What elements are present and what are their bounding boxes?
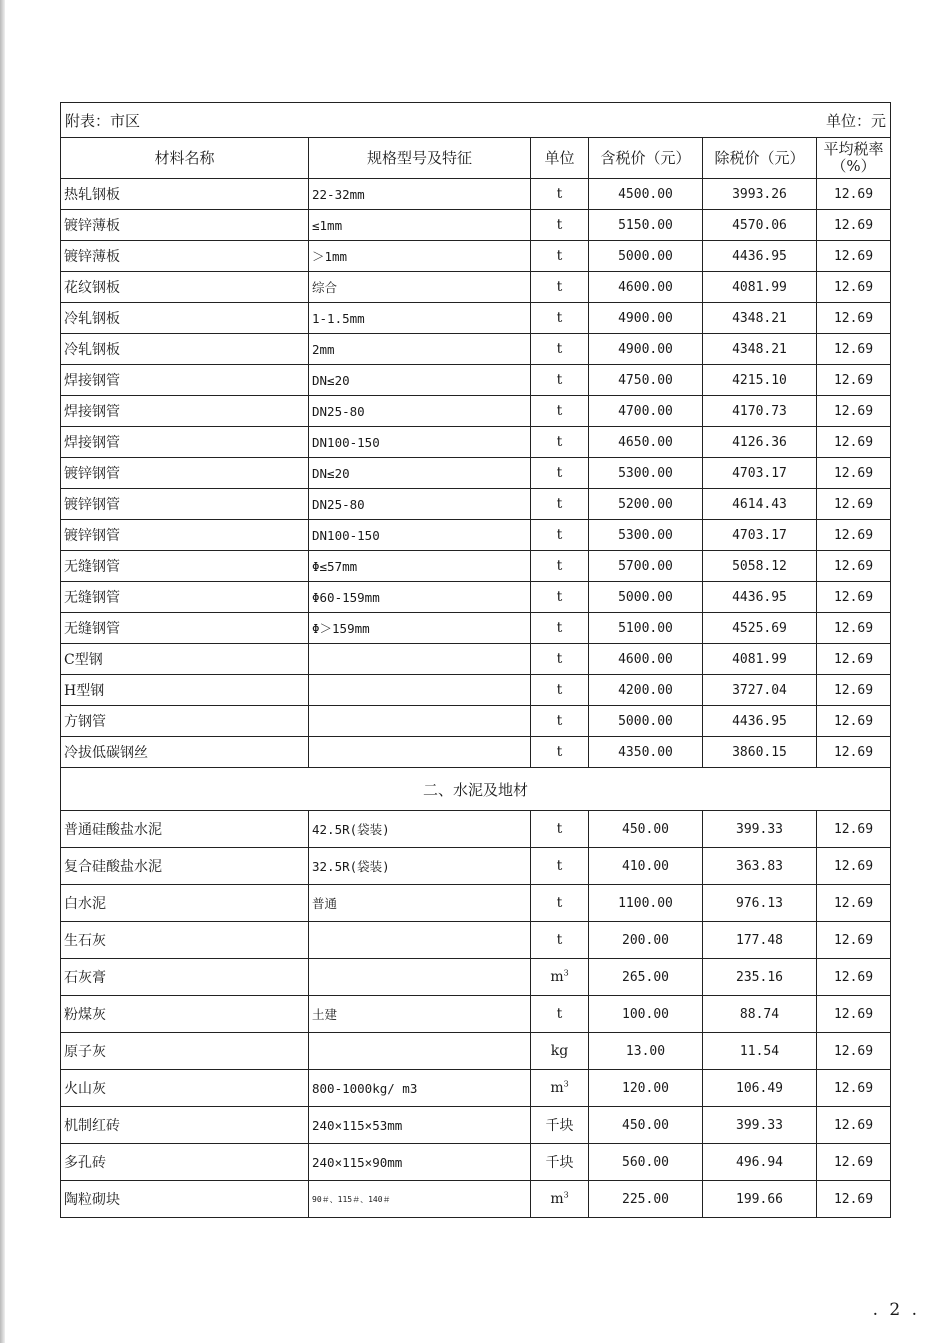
material-unit [531,520,589,551]
price-without-tax: 363.83 [703,848,817,885]
material-unit [531,1107,589,1144]
average-tax-rate: 12.69 [817,1144,891,1181]
table-row [61,365,891,396]
unit-text: t [556,713,563,729]
price-without-tax: 5058.12 [703,551,817,582]
price-without-tax: 4170.73 [703,396,817,427]
table-row [61,427,891,458]
price-without-tax: 4525.69 [703,613,817,644]
material-spec [309,1033,531,1070]
material-spec [309,706,531,737]
price-without-tax: 3993.26 [703,179,817,210]
average-tax-rate: 12.69 [817,179,891,210]
price-with-tax: 5000.00 [589,241,703,272]
material-spec [309,675,531,706]
average-tax-rate: 12.69 [817,551,891,582]
unit-text: t [556,403,563,419]
material-name: 焊接钢管 [61,396,309,427]
material-name: 镀锌薄板 [61,241,309,272]
material-unit [531,272,589,303]
material-spec [309,644,531,675]
average-tax-rate: 12.69 [817,811,891,848]
average-tax-rate: 12.69 [817,365,891,396]
table-row [61,582,891,613]
price-with-tax: 120.00 [589,1070,703,1107]
price-with-tax: 4650.00 [589,427,703,458]
material-spec: DN25-80 [309,489,531,520]
price-without-tax: 399.33 [703,811,817,848]
material-unit [531,706,589,737]
material-spec: Φ＞159mm [309,613,531,644]
average-tax-rate: 12.69 [817,427,891,458]
price-with-tax: 225.00 [589,1181,703,1218]
material-unit [531,1070,589,1107]
price-table [60,102,891,1218]
unit-text: t [556,589,563,605]
table-row [61,1107,891,1144]
unit-text: t [556,558,563,574]
table-row [61,179,891,210]
material-unit [531,241,589,272]
material-name: 多孔砖 [61,1144,309,1181]
material-unit [531,396,589,427]
table-row [61,885,891,922]
unit-text: kg [550,1043,569,1059]
table-row [61,1144,891,1181]
price-without-tax: 976.13 [703,885,817,922]
material-name: 陶粒砌块 [61,1181,309,1218]
price-with-tax: 265.00 [589,959,703,996]
unit-text: t [556,1006,563,1022]
price-without-tax: 4348.21 [703,334,817,365]
unit-text: t [556,310,563,326]
material-unit [531,613,589,644]
material-name: 热轧钢板 [61,179,309,210]
material-spec: Φ60-159mm [309,582,531,613]
material-unit [531,996,589,1033]
unit-text: m [550,1080,564,1096]
unit-text: t [556,372,563,388]
price-without-tax: 4126.36 [703,427,817,458]
average-tax-rate: 12.69 [817,489,891,520]
average-tax-rate: 12.69 [817,520,891,551]
average-tax-rate: 12.69 [817,885,891,922]
price-with-tax: 100.00 [589,996,703,1033]
header-rate-line1: 平均税率 [823,140,884,158]
unit-text: t [556,527,563,543]
unit-text: m [550,1191,564,1207]
material-name: 焊接钢管 [61,365,309,396]
material-spec: 42.5R(袋装) [309,811,531,848]
unit-text: t [556,932,563,948]
material-spec: 普通 [309,885,531,922]
material-spec: DN25-80 [309,396,531,427]
material-unit [531,179,589,210]
material-name: 生石灰 [61,922,309,959]
price-without-tax: 4614.43 [703,489,817,520]
price-without-tax: 4081.99 [703,644,817,675]
average-tax-rate: 12.69 [817,210,891,241]
price-with-tax: 4750.00 [589,365,703,396]
unit-text: t [556,821,563,837]
material-spec [309,959,531,996]
unit-text: t [556,434,563,450]
header-row [61,138,891,179]
header-price-tax: 含税价（元） [589,138,703,179]
table-row [61,334,891,365]
header-rate-line2: （%） [831,157,876,175]
material-spec: Φ≤57mm [309,551,531,582]
price-without-tax: 4436.95 [703,706,817,737]
average-tax-rate: 12.69 [817,675,891,706]
table-row [61,241,891,272]
unit-text: t [556,858,563,874]
price-without-tax: 4703.17 [703,520,817,551]
material-name: 花纹钢板 [61,272,309,303]
unit-superscript: 3 [563,1079,569,1089]
material-unit [531,458,589,489]
material-spec: DN100-150 [309,520,531,551]
price-with-tax: 4900.00 [589,303,703,334]
price-with-tax: 4200.00 [589,675,703,706]
price-without-tax: 88.74 [703,996,817,1033]
material-name: 方钢管 [61,706,309,737]
table-row [61,996,891,1033]
material-spec: 22-32mm [309,179,531,210]
average-tax-rate: 12.69 [817,582,891,613]
material-unit [531,551,589,582]
price-without-tax: 3727.04 [703,675,817,706]
price-without-tax: 4436.95 [703,582,817,613]
average-tax-rate: 12.69 [817,1033,891,1070]
average-tax-rate: 12.69 [817,396,891,427]
average-tax-rate: 12.69 [817,1181,891,1218]
material-name: 粉煤灰 [61,996,309,1033]
average-tax-rate: 12.69 [817,1107,891,1144]
section-row [61,768,891,811]
table-row [61,1181,891,1218]
table-row [61,848,891,885]
material-name: 无缝钢管 [61,613,309,644]
price-without-tax: 4570.06 [703,210,817,241]
material-unit [531,644,589,675]
table-row [61,458,891,489]
table-row [61,489,891,520]
unit-text: t [556,744,563,760]
material-name: 复合硅酸盐水泥 [61,848,309,885]
material-name: 石灰膏 [61,959,309,996]
average-tax-rate: 12.69 [817,458,891,489]
average-tax-rate: 12.69 [817,303,891,334]
price-with-tax: 4600.00 [589,272,703,303]
unit-caption: 单位：元 [826,111,887,130]
material-unit [531,737,589,768]
material-unit [531,885,589,922]
material-spec: DN≤20 [309,365,531,396]
material-name: 无缝钢管 [61,582,309,613]
table-row [61,922,891,959]
average-tax-rate: 12.69 [817,848,891,885]
unit-text: 千块 [545,1118,574,1134]
material-name: 镀锌薄板 [61,210,309,241]
average-tax-rate: 12.69 [817,706,891,737]
material-unit [531,582,589,613]
table-row [61,811,891,848]
table-row [61,706,891,737]
price-without-tax: 4215.10 [703,365,817,396]
price-with-tax: 450.00 [589,1107,703,1144]
table-row [61,210,891,241]
material-spec: 32.5R(袋装) [309,848,531,885]
header-spec: 规格型号及特征 [309,138,531,179]
price-with-tax: 4900.00 [589,334,703,365]
price-without-tax: 4348.21 [703,303,817,334]
price-without-tax: 3860.15 [703,737,817,768]
price-with-tax: 5700.00 [589,551,703,582]
price-with-tax: 5300.00 [589,520,703,551]
header-unit: 单位 [531,138,589,179]
unit-text: t [556,465,563,481]
material-name: 无缝钢管 [61,551,309,582]
average-tax-rate: 12.69 [817,272,891,303]
material-unit [531,675,589,706]
average-tax-rate: 12.69 [817,613,891,644]
price-with-tax: 200.00 [589,922,703,959]
header-name: 材料名称 [61,138,309,179]
average-tax-rate: 12.69 [817,241,891,272]
average-tax-rate: 12.69 [817,644,891,675]
price-without-tax: 4436.95 [703,241,817,272]
table-row [61,737,891,768]
price-with-tax: 4500.00 [589,179,703,210]
unit-superscript: 3 [563,1190,569,1200]
material-unit [531,1181,589,1218]
unit-superscript: 3 [563,968,569,978]
table-caption: 附表：市区 [65,111,141,130]
material-unit [531,210,589,241]
unit-text: 千块 [545,1155,574,1171]
material-name: 镀锌钢管 [61,520,309,551]
table-row [61,520,891,551]
material-spec: 800-1000kg/ m3 [309,1070,531,1107]
price-without-tax: 177.48 [703,922,817,959]
average-tax-rate: 12.69 [817,334,891,365]
material-unit [531,848,589,885]
material-spec: ≤1mm [309,210,531,241]
price-with-tax: 5000.00 [589,582,703,613]
unit-text: t [556,682,563,698]
average-tax-rate: 12.69 [817,922,891,959]
material-spec [309,737,531,768]
material-name: 原子灰 [61,1033,309,1070]
material-unit [531,489,589,520]
table-row [61,272,891,303]
material-unit [531,1033,589,1070]
price-without-tax: 235.16 [703,959,817,996]
price-with-tax: 1100.00 [589,885,703,922]
unit-text: t [556,217,563,233]
price-without-tax: 106.49 [703,1070,817,1107]
material-spec: DN100-150 [309,427,531,458]
table-row [61,396,891,427]
price-without-tax: 11.54 [703,1033,817,1070]
header-rate [817,138,891,179]
material-spec: 1-1.5mm [309,303,531,334]
material-name: 普通硅酸盐水泥 [61,811,309,848]
header-price-notax: 除税价（元） [703,138,817,179]
price-with-tax: 4350.00 [589,737,703,768]
material-name: 机制红砖 [61,1107,309,1144]
table-row [61,1033,891,1070]
average-tax-rate: 12.69 [817,1070,891,1107]
price-without-tax: 496.94 [703,1144,817,1181]
material-unit [531,1144,589,1181]
material-spec: 2mm [309,334,531,365]
table-row [61,1070,891,1107]
material-unit [531,303,589,334]
material-unit [531,365,589,396]
price-with-tax: 410.00 [589,848,703,885]
material-name: 镀锌钢管 [61,458,309,489]
material-name: 白水泥 [61,885,309,922]
material-name: 镀锌钢管 [61,489,309,520]
material-unit [531,334,589,365]
average-tax-rate: 12.69 [817,959,891,996]
unit-text: t [556,895,563,911]
material-name: 冷拔低碳钢丝 [61,737,309,768]
material-unit [531,922,589,959]
material-spec: 240×115×53mm [309,1107,531,1144]
unit-text: t [556,248,563,264]
page-number: . 2 . [872,1300,920,1320]
material-name: C型钢 [61,644,309,675]
material-name: 冷轧钢板 [61,334,309,365]
unit-text: t [556,496,563,512]
material-unit [531,811,589,848]
table-row [61,675,891,706]
average-tax-rate: 12.69 [817,996,891,1033]
material-spec: 90＃、115＃、140＃ [309,1181,531,1218]
price-with-tax: 450.00 [589,811,703,848]
price-with-tax: 5000.00 [589,706,703,737]
price-with-tax: 4700.00 [589,396,703,427]
price-with-tax: 5300.00 [589,458,703,489]
material-name: H型钢 [61,675,309,706]
price-without-tax: 4703.17 [703,458,817,489]
material-name: 火山灰 [61,1070,309,1107]
material-spec [309,922,531,959]
price-without-tax: 4081.99 [703,272,817,303]
price-sheet [60,102,890,1218]
caption-row [61,103,891,138]
price-with-tax: 4600.00 [589,644,703,675]
table-row [61,303,891,334]
price-without-tax: 199.66 [703,1181,817,1218]
price-with-tax: 5100.00 [589,613,703,644]
price-with-tax: 5150.00 [589,210,703,241]
section-title: 二、水泥及地材 [61,768,891,811]
unit-text: t [556,651,563,667]
material-spec: 综合 [309,272,531,303]
table-row [61,959,891,996]
price-with-tax: 560.00 [589,1144,703,1181]
price-with-tax: 5200.00 [589,489,703,520]
material-spec: DN≤20 [309,458,531,489]
average-tax-rate: 12.69 [817,737,891,768]
scan-edge [0,0,5,1343]
material-spec: ＞1mm [309,241,531,272]
material-spec: 土建 [309,996,531,1033]
material-name: 焊接钢管 [61,427,309,458]
unit-text: t [556,620,563,636]
price-with-tax: 13.00 [589,1033,703,1070]
caption-cell [61,103,891,138]
table-row [61,644,891,675]
material-unit [531,427,589,458]
material-name: 冷轧钢板 [61,303,309,334]
table-row [61,551,891,582]
unit-text: t [556,186,563,202]
unit-text: m [550,969,564,985]
material-unit [531,959,589,996]
price-without-tax: 399.33 [703,1107,817,1144]
unit-text: t [556,341,563,357]
unit-text: t [556,279,563,295]
table-row [61,613,891,644]
material-spec: 240×115×90mm [309,1144,531,1181]
